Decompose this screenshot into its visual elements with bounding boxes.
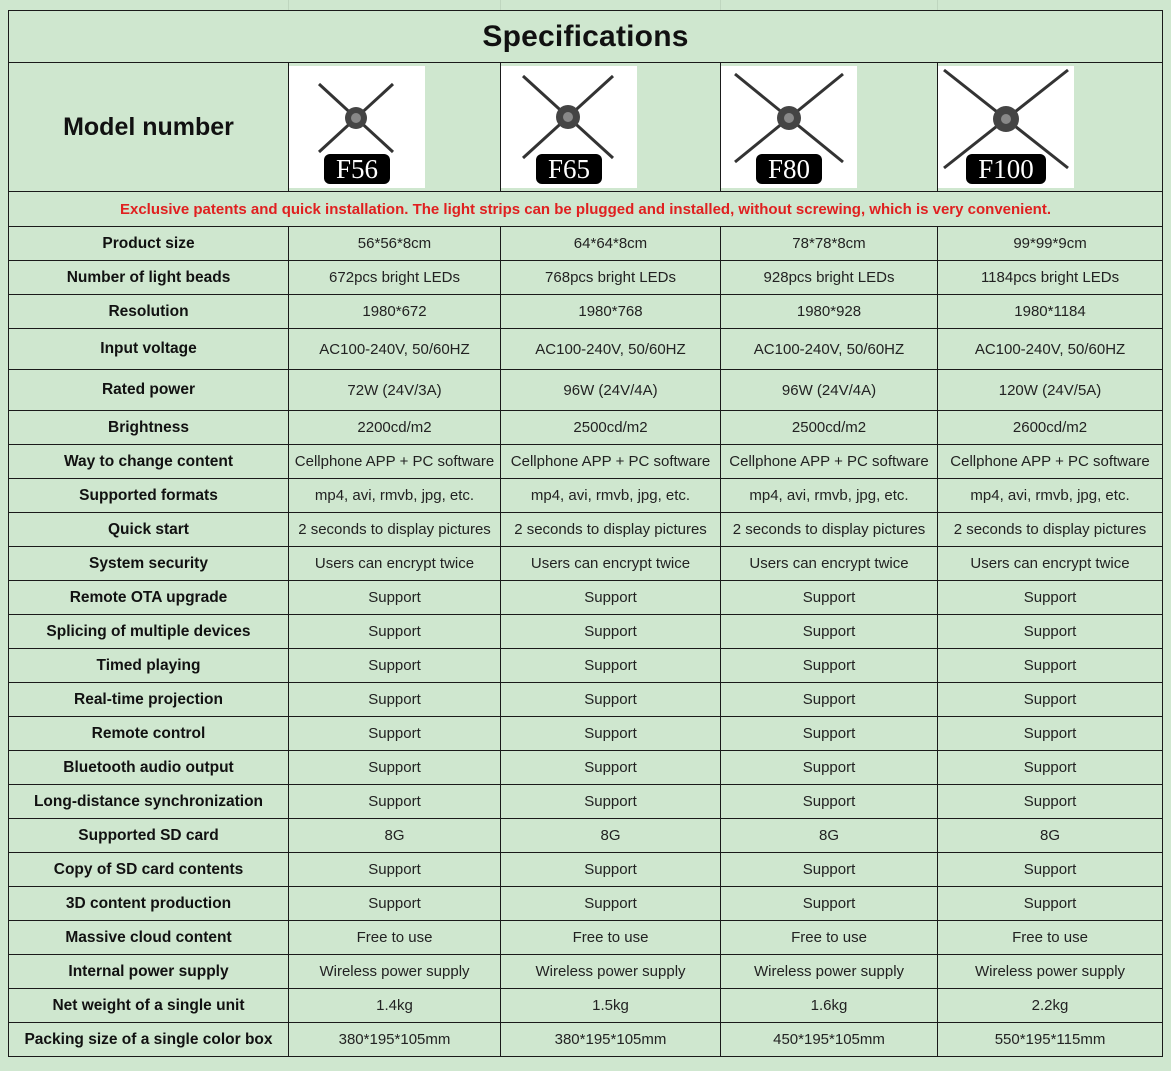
table-row: [9, 479, 1163, 513]
model-image-cell-f65[interactable]: [501, 63, 721, 192]
model-badge: F65: [536, 154, 602, 184]
value-cell[interactable]: 380*195*105mm: [501, 1023, 721, 1057]
value-cell[interactable]: 8G: [501, 819, 721, 853]
value-cell[interactable]: Support: [721, 581, 938, 615]
table-row: [9, 581, 1163, 615]
value-cell[interactable]: Support: [938, 717, 1163, 751]
row-label[interactable]: Long-distance synchronization: [9, 785, 289, 819]
value-cell[interactable]: 1.6kg: [721, 989, 938, 1023]
value-cell[interactable]: Support: [289, 615, 501, 649]
gridline: [937, 0, 938, 10]
value-cell[interactable]: AC100-240V, 50/60HZ: [721, 329, 938, 370]
value-cell[interactable]: Support: [501, 615, 721, 649]
value-cell[interactable]: Users can encrypt twice: [289, 547, 501, 581]
value-cell[interactable]: 1980*672: [289, 295, 501, 329]
value-cell[interactable]: 72W (24V/3A): [289, 370, 501, 411]
table-row: [9, 853, 1163, 887]
page-title[interactable]: Specifications: [9, 11, 1163, 63]
value-cell[interactable]: 8G: [938, 819, 1163, 853]
table-row: [9, 261, 1163, 295]
value-cell[interactable]: mp4, avi, rmvb, jpg, etc.: [289, 479, 501, 513]
value-cell[interactable]: Support: [501, 785, 721, 819]
table-row: [9, 411, 1163, 445]
value-cell[interactable]: Support: [501, 717, 721, 751]
row-label[interactable]: Splicing of multiple devices: [9, 615, 289, 649]
value-cell[interactable]: Support: [721, 887, 938, 921]
row-label[interactable]: Bluetooth audio output: [9, 751, 289, 785]
table-row: [9, 547, 1163, 581]
value-cell[interactable]: Support: [938, 649, 1163, 683]
value-cell[interactable]: Support: [938, 683, 1163, 717]
value-cell[interactable]: 2500cd/m2: [501, 411, 721, 445]
value-cell[interactable]: Support: [501, 683, 721, 717]
value-cell[interactable]: Support: [938, 615, 1163, 649]
value-cell[interactable]: 768pcs bright LEDs: [501, 261, 721, 295]
row-label[interactable]: 3D content production: [9, 887, 289, 921]
value-cell[interactable]: 2 seconds to display pictures: [501, 513, 721, 547]
product-image: [501, 66, 637, 188]
value-cell[interactable]: Support: [289, 751, 501, 785]
specifications-table: [8, 10, 1163, 1057]
row-label[interactable]: Input voltage: [9, 329, 289, 370]
value-cell[interactable]: 550*195*115mm: [938, 1023, 1163, 1057]
table-row: [9, 615, 1163, 649]
value-cell[interactable]: Support: [721, 853, 938, 887]
value-cell[interactable]: Support: [721, 683, 938, 717]
value-cell[interactable]: 1184pcs bright LEDs: [938, 261, 1163, 295]
value-cell[interactable]: Support: [721, 649, 938, 683]
table-row: [9, 683, 1163, 717]
model-image-cell-f56[interactable]: [289, 63, 501, 192]
value-cell[interactable]: 8G: [289, 819, 501, 853]
value-cell[interactable]: Support: [501, 751, 721, 785]
row-label[interactable]: Copy of SD card contents: [9, 853, 289, 887]
row-label[interactable]: Supported SD card: [9, 819, 289, 853]
value-cell[interactable]: 928pcs bright LEDs: [721, 261, 938, 295]
value-cell[interactable]: Support: [289, 683, 501, 717]
value-cell[interactable]: Support: [938, 853, 1163, 887]
row-label[interactable]: Internal power supply: [9, 955, 289, 989]
value-cell[interactable]: 1980*928: [721, 295, 938, 329]
product-image: [938, 66, 1074, 188]
table-row: [9, 921, 1163, 955]
row-label[interactable]: Rated power: [9, 370, 289, 411]
table-row: [9, 445, 1163, 479]
table-row: [9, 717, 1163, 751]
model-badge: F56: [324, 154, 390, 184]
value-cell[interactable]: Support: [501, 649, 721, 683]
value-cell[interactable]: 1.4kg: [289, 989, 501, 1023]
product-image: [289, 66, 425, 188]
gridline: [288, 0, 289, 10]
value-cell[interactable]: 2 seconds to display pictures: [289, 513, 501, 547]
table-row: [9, 819, 1163, 853]
gridline: [500, 0, 501, 10]
table-row: [9, 989, 1163, 1023]
value-cell[interactable]: mp4, avi, rmvb, jpg, etc.: [721, 479, 938, 513]
value-cell[interactable]: Support: [501, 853, 721, 887]
product-image: [721, 66, 857, 188]
row-label[interactable]: Packing size of a single color box: [9, 1023, 289, 1057]
table-row: [9, 227, 1163, 261]
value-cell[interactable]: 96W (24V/4A): [721, 370, 938, 411]
table-row: [9, 329, 1163, 370]
value-cell[interactable]: 2500cd/m2: [721, 411, 938, 445]
table-row: [9, 649, 1163, 683]
row-label[interactable]: Net weight of a single unit: [9, 989, 289, 1023]
model-badge: F80: [756, 154, 822, 184]
value-cell[interactable]: 2600cd/m2: [938, 411, 1163, 445]
value-cell[interactable]: 78*78*8cm: [721, 227, 938, 261]
model-image-cell-f80[interactable]: [721, 63, 938, 192]
value-cell[interactable]: 1980*768: [501, 295, 721, 329]
value-cell[interactable]: Support: [938, 887, 1163, 921]
value-cell[interactable]: Support: [501, 887, 721, 921]
table-row: [9, 1023, 1163, 1057]
value-cell[interactable]: 8G: [721, 819, 938, 853]
value-cell[interactable]: 380*195*105mm: [289, 1023, 501, 1057]
value-cell[interactable]: Cellphone APP + PC software: [501, 445, 721, 479]
value-cell[interactable]: Users can encrypt twice: [721, 547, 938, 581]
value-cell[interactable]: Support: [721, 751, 938, 785]
row-label[interactable]: Product size: [9, 227, 289, 261]
value-cell[interactable]: Wireless power supply: [501, 955, 721, 989]
table-row: [9, 513, 1163, 547]
value-cell[interactable]: Free to use: [938, 921, 1163, 955]
value-cell[interactable]: Support: [721, 717, 938, 751]
gridline: [720, 0, 721, 10]
value-cell[interactable]: 2 seconds to display pictures: [721, 513, 938, 547]
value-cell[interactable]: 672pcs bright LEDs: [289, 261, 501, 295]
value-cell[interactable]: mp4, avi, rmvb, jpg, etc.: [501, 479, 721, 513]
row-label[interactable]: Remote OTA upgrade: [9, 581, 289, 615]
value-cell[interactable]: Support: [289, 649, 501, 683]
table-row: [9, 955, 1163, 989]
model-badge: F100: [966, 154, 1046, 184]
value-cell[interactable]: 56*56*8cm: [289, 227, 501, 261]
value-cell[interactable]: 2200cd/m2: [289, 411, 501, 445]
value-cell[interactable]: Cellphone APP + PC software: [289, 445, 501, 479]
value-cell[interactable]: mp4, avi, rmvb, jpg, etc.: [938, 479, 1163, 513]
value-cell[interactable]: 2.2kg: [938, 989, 1163, 1023]
value-cell[interactable]: Free to use: [501, 921, 721, 955]
table-row: [9, 370, 1163, 411]
row-label[interactable]: Way to change content: [9, 445, 289, 479]
value-cell[interactable]: Support: [721, 785, 938, 819]
row-label[interactable]: Real-time projection: [9, 683, 289, 717]
table-row: [9, 295, 1163, 329]
value-cell[interactable]: 96W (24V/4A): [501, 370, 721, 411]
value-cell[interactable]: Support: [289, 581, 501, 615]
value-cell[interactable]: 1.5kg: [501, 989, 721, 1023]
value-cell[interactable]: Wireless power supply: [721, 955, 938, 989]
value-cell[interactable]: Support: [289, 853, 501, 887]
value-cell[interactable]: Cellphone APP + PC software: [721, 445, 938, 479]
value-cell[interactable]: Wireless power supply: [938, 955, 1163, 989]
value-cell[interactable]: AC100-240V, 50/60HZ: [501, 329, 721, 370]
value-cell[interactable]: 450*195*105mm: [721, 1023, 938, 1057]
value-cell[interactable]: Support: [289, 717, 501, 751]
row-label[interactable]: Number of light beads: [9, 261, 289, 295]
value-cell[interactable]: Support: [938, 751, 1163, 785]
value-cell[interactable]: 120W (24V/5A): [938, 370, 1163, 411]
row-label[interactable]: Massive cloud content: [9, 921, 289, 955]
value-cell[interactable]: Cellphone APP + PC software: [938, 445, 1163, 479]
value-cell[interactable]: Support: [938, 581, 1163, 615]
table-row: [9, 785, 1163, 819]
table-row: [9, 751, 1163, 785]
value-cell[interactable]: 1980*1184: [938, 295, 1163, 329]
value-cell[interactable]: Support: [501, 581, 721, 615]
value-cell[interactable]: Wireless power supply: [289, 955, 501, 989]
value-cell[interactable]: AC100-240V, 50/60HZ: [938, 329, 1163, 370]
value-cell[interactable]: Free to use: [721, 921, 938, 955]
installation-notice[interactable]: Exclusive patents and quick installation. The light strips can be plugged and installed, without screwing, which is very convenient.: [9, 192, 1163, 227]
row-label[interactable]: Brightness: [9, 411, 289, 445]
row-label[interactable]: System security: [9, 547, 289, 581]
value-cell[interactable]: Support: [289, 887, 501, 921]
value-cell[interactable]: 2 seconds to display pictures: [938, 513, 1163, 547]
model-number-label[interactable]: Model number: [9, 63, 289, 192]
model-image-cell-f100[interactable]: [938, 63, 1163, 192]
value-cell[interactable]: 99*99*9cm: [938, 227, 1163, 261]
row-label[interactable]: Quick start: [9, 513, 289, 547]
value-cell[interactable]: Support: [721, 615, 938, 649]
row-label[interactable]: Remote control: [9, 717, 289, 751]
row-label[interactable]: Supported formats: [9, 479, 289, 513]
value-cell[interactable]: Support: [938, 785, 1163, 819]
value-cell[interactable]: AC100-240V, 50/60HZ: [289, 329, 501, 370]
value-cell[interactable]: Free to use: [289, 921, 501, 955]
row-label[interactable]: Resolution: [9, 295, 289, 329]
value-cell[interactable]: 64*64*8cm: [501, 227, 721, 261]
value-cell[interactable]: Support: [289, 785, 501, 819]
value-cell[interactable]: Users can encrypt twice: [501, 547, 721, 581]
table-row: [9, 887, 1163, 921]
row-label[interactable]: Timed playing: [9, 649, 289, 683]
value-cell[interactable]: Users can encrypt twice: [938, 547, 1163, 581]
